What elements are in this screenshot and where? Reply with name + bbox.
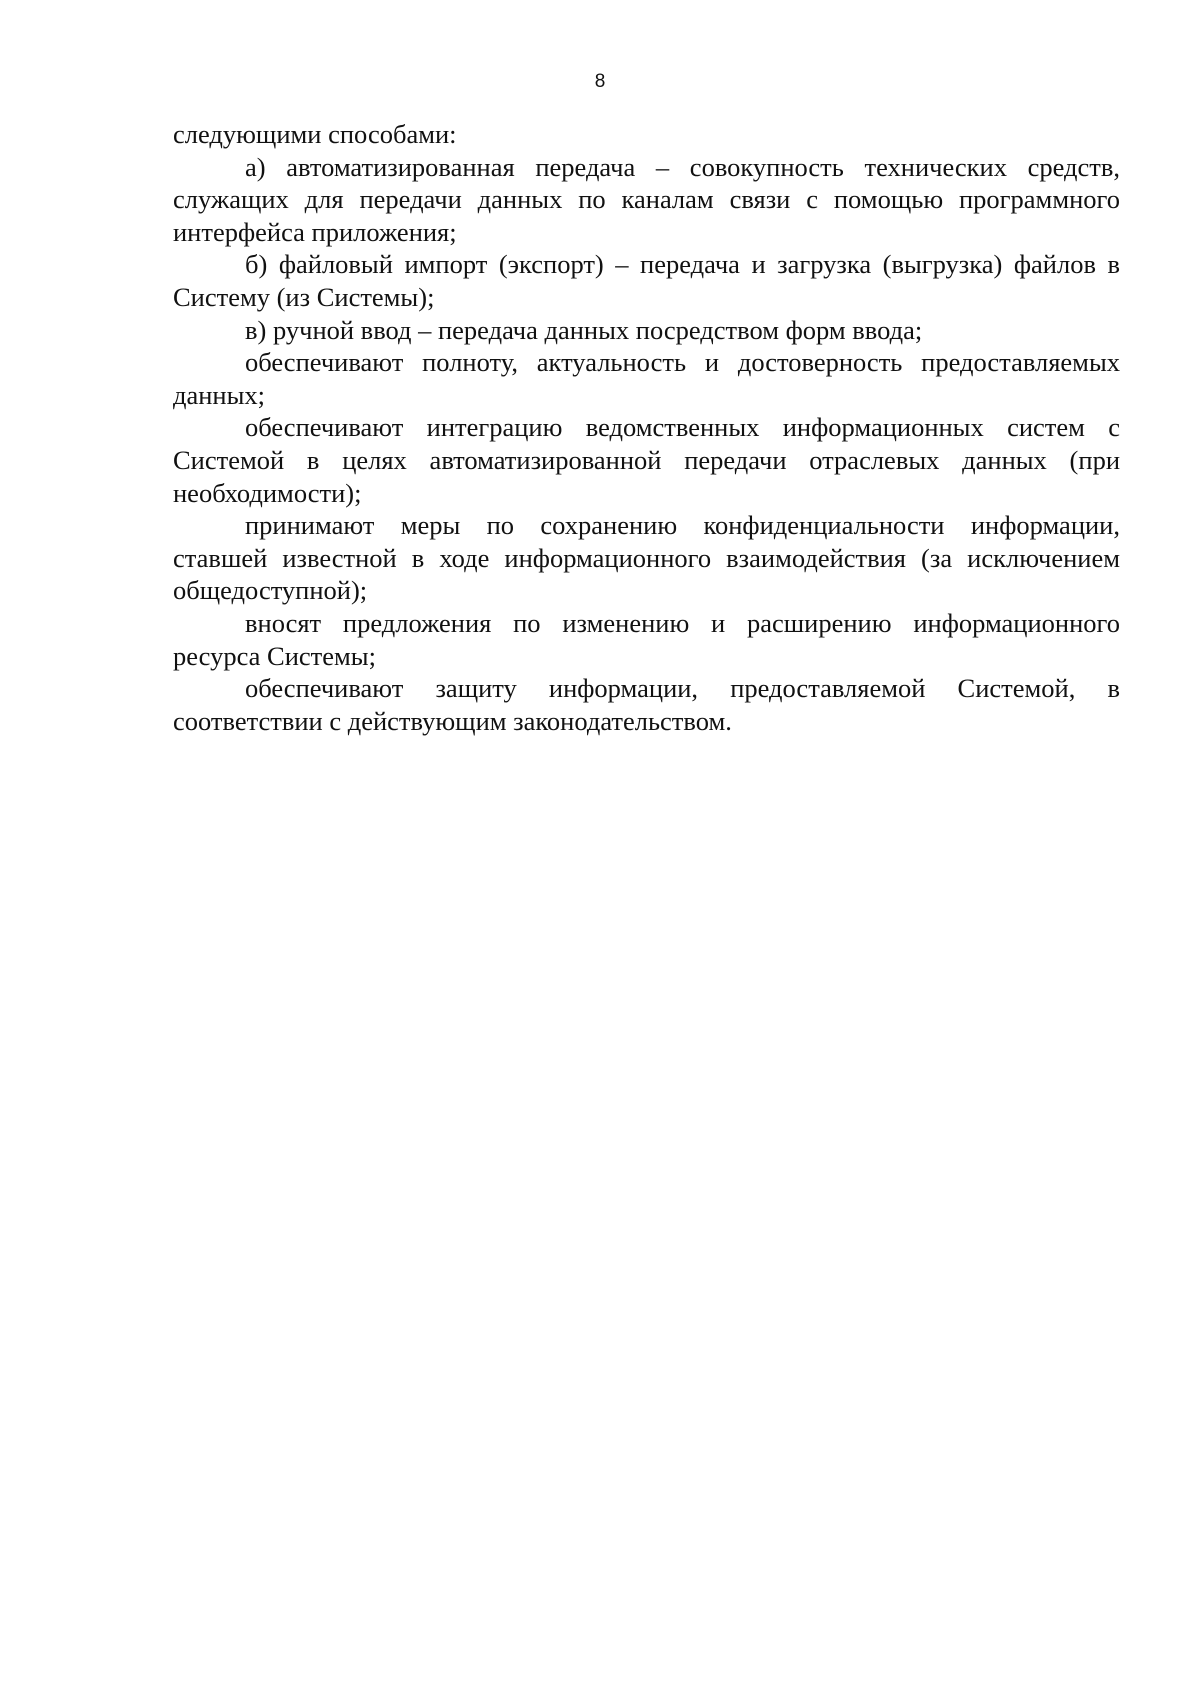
paragraph-methods-intro: следующими способами: [173,119,457,149]
paragraph-manual-input: в) ручной ввод – передача данных посредством форм ввода; [245,314,923,345]
paragraph-confidentiality: принимают меры по сохранению конфиденциальности информации, ставшей известной в ходе информационного взаимодействия (за исключением общедоступной); [173,510,1120,606]
paragraph-proposals: вносят предложения по изменению и расширению информационного ресурса Системы; [173,607,1120,671]
paragraph-data-completeness: обеспечивают полноту, актуальность и достоверность предоставляемых данных; [173,347,1120,410]
paragraph-file-import: б) файловый импорт (экспорт) – передача и загрузка (выгрузка) файлов в Систему (из Системы); [173,249,1120,312]
paragraph-automated-transfer: а) автоматизированная передача – совокупность технических средств, служащих для передачи данных по каналам связи с помощью программного интерфейса приложения; [173,151,1120,247]
page-number: 8 [594,71,606,92]
document-body [173,118,1120,737]
paragraph-information-protection: обеспечивают защиту информации, предоставляемой Системой, в соответствии с действующим законодательством. [173,673,1120,736]
paragraph-system-integration: обеспечивают интеграцию ведомственных информационных систем с Системой в целях автоматизированной передачи отраслевых данных (при необходимости); [173,412,1120,508]
